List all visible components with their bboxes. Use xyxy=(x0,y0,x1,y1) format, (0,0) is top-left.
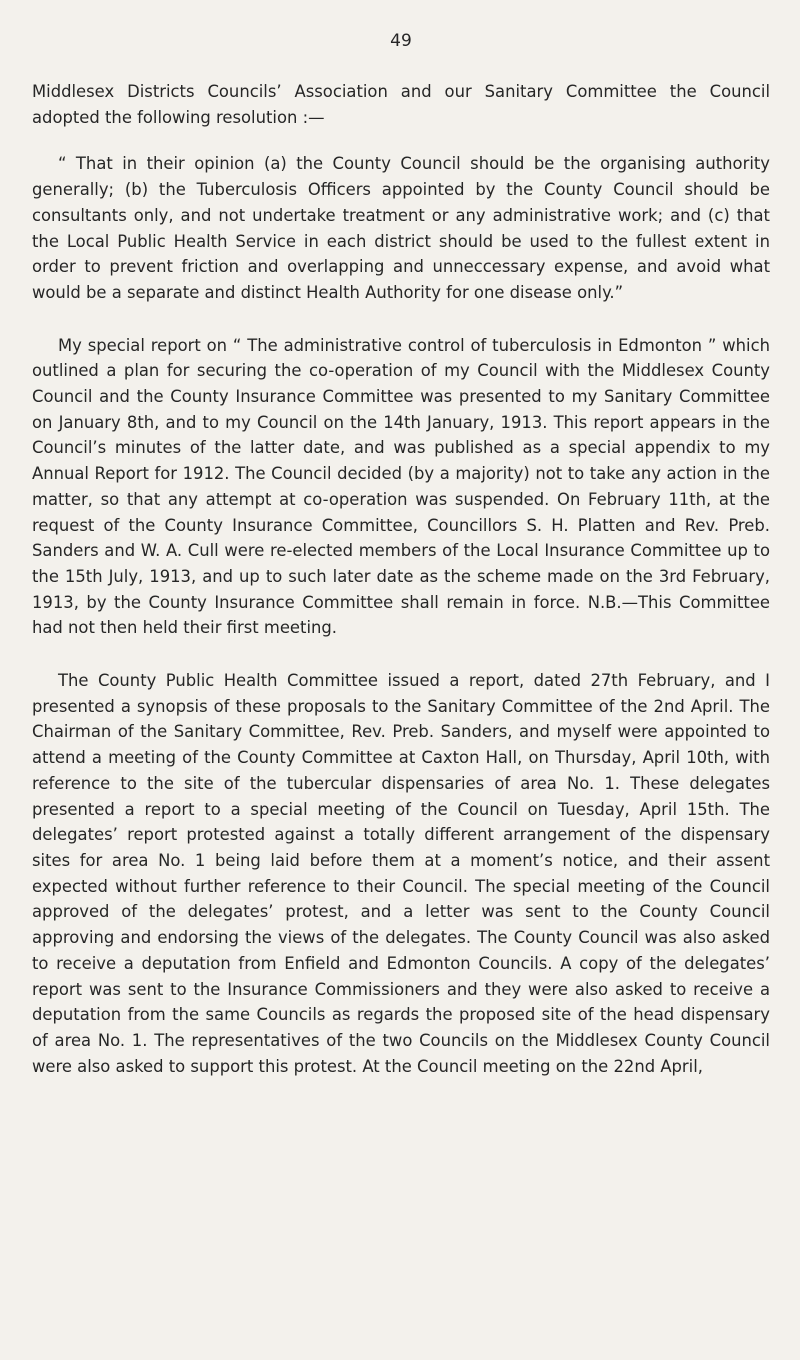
paragraph-county-committee: The County Public Health Committee issued a report, dated 27th February, and I presented a synopsis of these proposals to the Sanitary Committee of the 2nd April. The Chairman of the Sanitary Committee, Rev. Preb. Sanders, and myself were appointed to attend a meeting of the County Committee at Caxton Hall, on Thursday, April 10th, with reference to the site of the tubercular dispensaries of area No. 1. These delegates presented a report to a special meeting of the Council on Tuesday, April 15th. The delegates’ report protested against a totally different arrangement of the dispensary sites for area No. 1 being laid before them at a moment’s notice, and their assent expected without further reference to their Council. The special meeting of the Council approved of the delegates’ protest, and a letter was sent to the County Council approving and endorsing the views of the delegates. The County Council was also asked to receive a deputation from Enfield and Edmonton Councils. A copy of the delegates’ report was sent to the Insurance Commissioners and they were also asked to receive a deputation from the same Councils as regards the proposed site of the head dispensary of area No. 1. The representatives of the two Councils on the Middlesex County Council were also asked to support this protest. At the Council meeting on the 22nd April, xyxy=(32,671,770,1076)
paragraph-resolution-quote: “ That in their opinion (a) the County Council should be the organising authority generally; (b) the Tuberculosis Officers appointed by the County Council should be consultants only, and not undertake treatment or any administrative work; and (c) that the Local Public Health Service in each district should be used to the fullest extent in order to prevent friction and overlapping and unneccessary expense, and avoid what would be a separate and distinct Health Authority for one disease only.” xyxy=(32,154,770,302)
paragraph-resolution-intro: Middlesex Districts Councils’ Association and our Sanitary Committee the Council adopted the following resolution :— xyxy=(32,82,770,127)
paragraph-special-report: My special report on “ The administrative control of tuberculosis in Edmonton ” which outlined a plan for securing the co-operation of my Council with the Middlesex County Council and the County Insurance Committee was presented to my Sanitary Committee on January 8th, and to my Council on the 14th January, 1913. This report appears in the Council’s minutes of the latter date, and was published as a special appendix to my Annual Report for 1912. The Council decided (by a majority) not to take any action in the matter, so that any attempt at co-operation was suspended. On February 11th, at the request of the County Insurance Committee, Councillors S. H. Platten and Rev. Preb. Sanders and W. A. Cull were re-elected members of the Local Insurance Committee up to the 15th July, 1913, and up to such later date as the scheme made on the 3rd February, 1913, by the County Insurance Committee shall remain in force. N.B.—This Committee had not then held their first meeting. xyxy=(32,335,770,638)
page-number: 49 xyxy=(390,31,412,51)
